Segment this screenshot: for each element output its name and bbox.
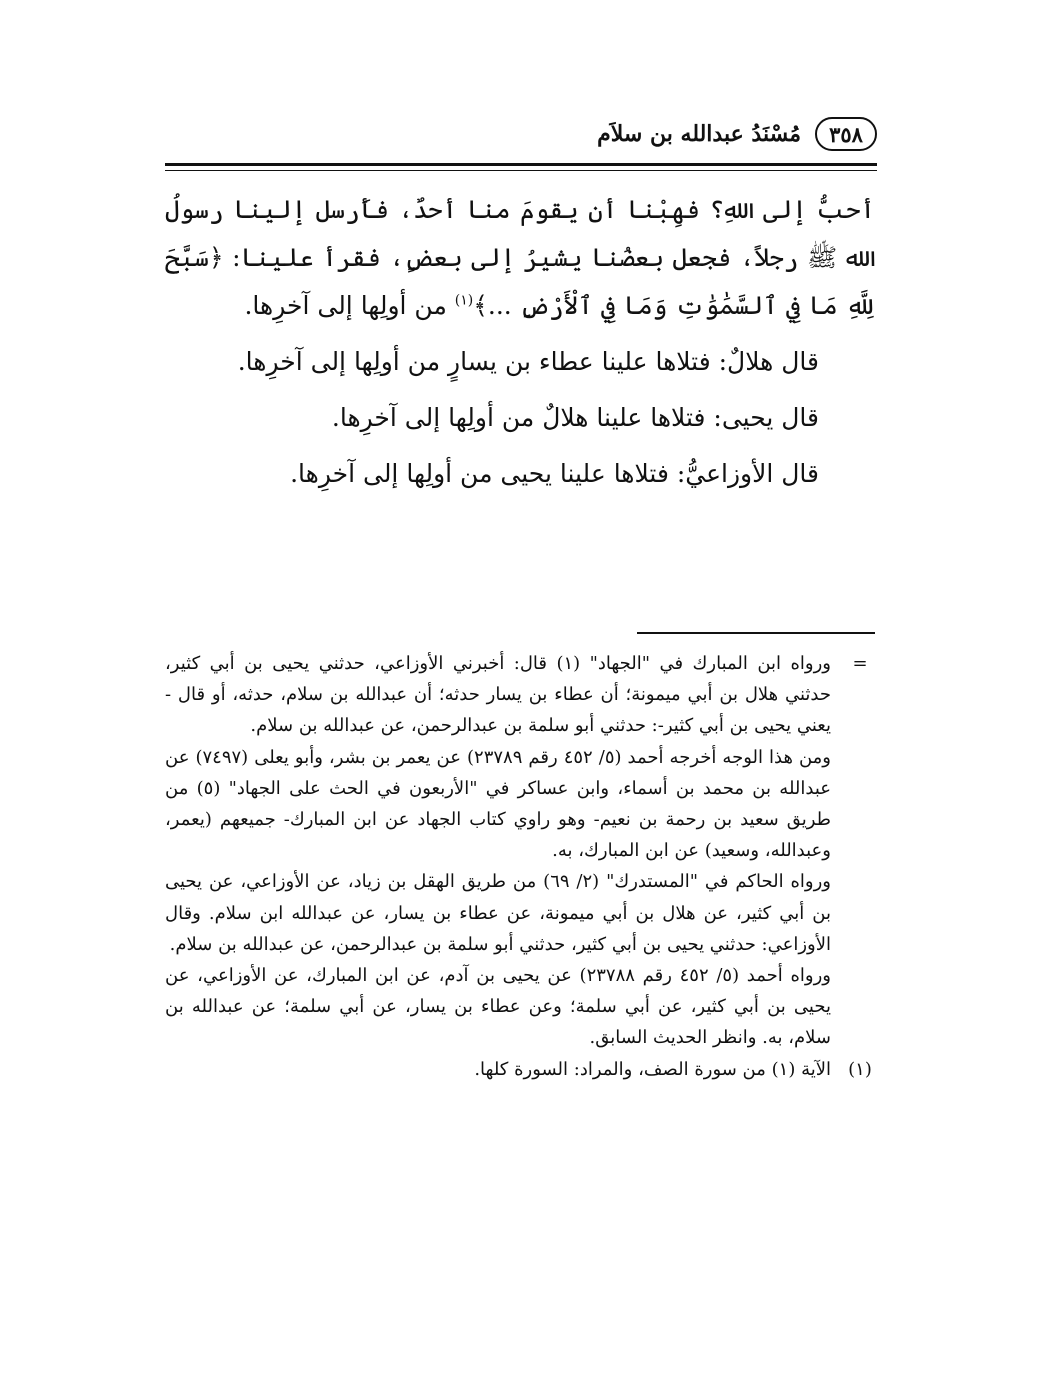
paragraph-1-text-b: من أولِها إلى آخرِها. [244,291,455,320]
footnote-continuation [165,648,875,1054]
paragraph-1-text-a: أحبُّ إلى اللهِ؟ فهِبْنا أن يقومَ منا أحدٌ، فأَرسل إلينا رسولُ الله ﷺ رجلاً، فجعل بعضُنا يشيرُ إلى بعضٍ، فقرأ علينا: [165,195,875,272]
main-text [165,186,875,498]
paragraph-4: قال الأوزاعيُّ: فتلاها علينا يحيى من أولِها إلى آخرِها. [290,459,819,488]
footnote-1 [165,1054,875,1085]
footnote-1-text: الآية (١) من سورة الصف، والمراد: السورة كلها. [474,1058,831,1080]
footnote-continuation-para-4: ورواه أحمد (٥/ ٤٥٢ رقم ٢٣٧٨٨) عن يحيى بن آدم، عن ابن المبارك، عن الأوزاعي، عن يحيى بن أبي كثير، عن أبي سلمة؛ وعن عطاء بن يسار، عن أبي سلمة؛ عن عبدالله بن سلام، به. وانظر الحديث السابق. [165,965,831,1049]
continuation-marker: = [852,653,868,674]
footnote-continuation-para-1: ورواه ابن المبارك في "الجهاد" (١) قال: أخبرني الأوزاعي، حدثني يحيى بن أبي كثير، حدثني هلال بن أبي ميمونة؛ أن عطاء بن يسار حدثه؛ أن عبدالله بن سلام، حدثه، أو قال - يعني يحيى بن أبي كثير-: حدثني أبو سلمة بن عبدالرحمن، عن عبدالله بن سلام. [165,653,831,737]
paragraph-3: قال يحيى: فتلاها علينا هلالٌ من أولِها إلى آخرِها. [331,403,819,432]
footnotes [165,648,875,1085]
quran-verse: ﴿سَبَّحَ لِلَّهِ مَا فِي ٱلسَّمَٰوَٰتِ وَمَا فِي ٱلْأَرْضِ ...﴾ [165,243,875,320]
footnote-1-marker: (١) [848,1058,872,1080]
footnote-ref-1[interactable]: (١) [454,292,474,309]
page-number-badge: ٣٥٨ [815,117,877,151]
paragraph-1 [165,186,875,330]
footnote-separator [637,632,875,634]
paragraph-2: قال هلالٌ: فتلاها علينا عطاء بن يسارٍ من أولِها إلى آخرِها. [237,347,819,376]
running-title: مُسْنَدُ عبدالله بن سلاَم [597,121,801,147]
header-rule-thin [165,170,877,171]
footnote-continuation-para-3: ورواه الحاكم في "المستدرك" (٢/ ٦٩) من طريق الهقل بن زياد، عن الأوزاعي، عن يحيى بن أبي كثير، عن هلال بن أبي ميمونة، عن عطاء بن يسار، عن عبدالله ابن سلام. وقال الأوزاعي: حدثني يحيى بن أبي كثير، حدثني أبو سلمة بن عبدالرحمن، عن عبدالله بن سلام. [165,871,831,955]
footnote-continuation-para-2: ومن هذا الوجه أخرجه أحمد (٥/ ٤٥٢ رقم ٢٣٧٨٩) عن يعمر بن بشر، وأبو يعلى (٧٤٩٧) عن عبدالله بن محمد بن أسماء، وابن عساكر في "الأربعون في الحث على الجهاد" (٥) من طريق سعيد بن رحمة بن نعيم- وهو راوي كتاب الجهاد عن ابن المبارك- جميعهم (يعمر، وعبدالله، وسعيد) عن ابن المبارك، به. [165,746,832,862]
header-rule [165,163,877,166]
page-header [165,108,877,160]
